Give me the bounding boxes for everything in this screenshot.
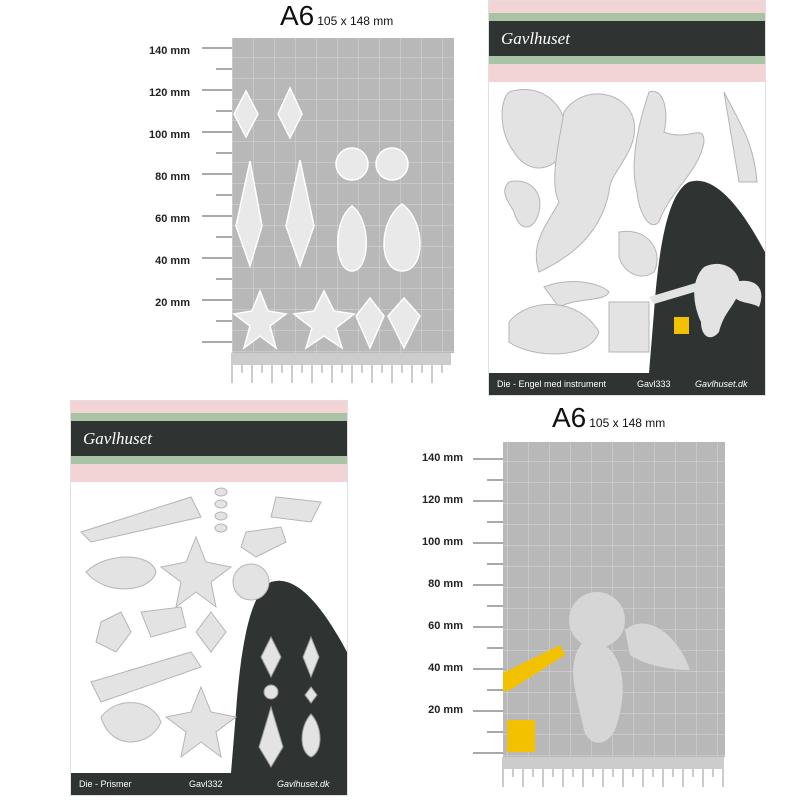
- a6-label: A6: [280, 0, 315, 31]
- y-tick-label: 100 mm: [422, 536, 463, 548]
- footer-product: Die - Engel med instrument: [497, 379, 607, 389]
- footer-site: Gavlhuset.dk: [695, 379, 748, 389]
- a6-heading-top: [280, 0, 393, 32]
- y-tick-label: 80 mm: [428, 578, 463, 590]
- y-tick-label: 60 mm: [155, 213, 190, 225]
- y-tick-label: 40 mm: [155, 255, 190, 267]
- brand-logo: Gavlhuset: [83, 429, 152, 448]
- pink-band: [489, 1, 765, 13]
- y-tick-label: 100 mm: [149, 129, 190, 141]
- a6-size-label: 105 x 148 mm: [589, 416, 666, 430]
- sage-band: [489, 13, 765, 21]
- sage-band: [489, 56, 765, 64]
- angel-die-shapes: [489, 82, 765, 373]
- grid-panel-top: [190, 36, 455, 391]
- product-card-angel: [488, 0, 766, 396]
- y-tick-label: 120 mm: [149, 87, 190, 99]
- product-card-prisms: [70, 400, 348, 796]
- sage-band: [71, 413, 347, 421]
- a6-size-label: 105 x 148 mm: [317, 14, 394, 28]
- card-footer: [71, 773, 347, 795]
- y-tick-label: 140 mm: [149, 45, 190, 57]
- pink-band: [489, 64, 765, 82]
- grid-panel-bottom: [465, 440, 735, 795]
- prism-die-shapes: [71, 482, 347, 773]
- y-tick-label: 40 mm: [428, 662, 463, 674]
- card-footer: [489, 373, 765, 395]
- footer-code: Gavl332: [189, 779, 223, 789]
- y-tick-label: 140 mm: [422, 452, 463, 464]
- y-tick-label: 60 mm: [428, 620, 463, 632]
- y-tick-label: 20 mm: [428, 704, 463, 716]
- y-tick-label: 20 mm: [155, 297, 190, 309]
- pink-band: [71, 401, 347, 413]
- y-tick-label: 80 mm: [155, 171, 190, 183]
- a6-label: A6: [552, 402, 587, 433]
- footer-code: Gavl333: [637, 379, 671, 389]
- brand-logo: Gavlhuset: [501, 29, 570, 48]
- a6-heading-bottom: [552, 402, 665, 434]
- footer-product: Die - Prismer: [79, 779, 132, 789]
- y-tick-label: 120 mm: [422, 494, 463, 506]
- pink-band: [71, 464, 347, 482]
- footer-site: Gavlhuset.dk: [277, 779, 330, 789]
- sage-band: [71, 456, 347, 464]
